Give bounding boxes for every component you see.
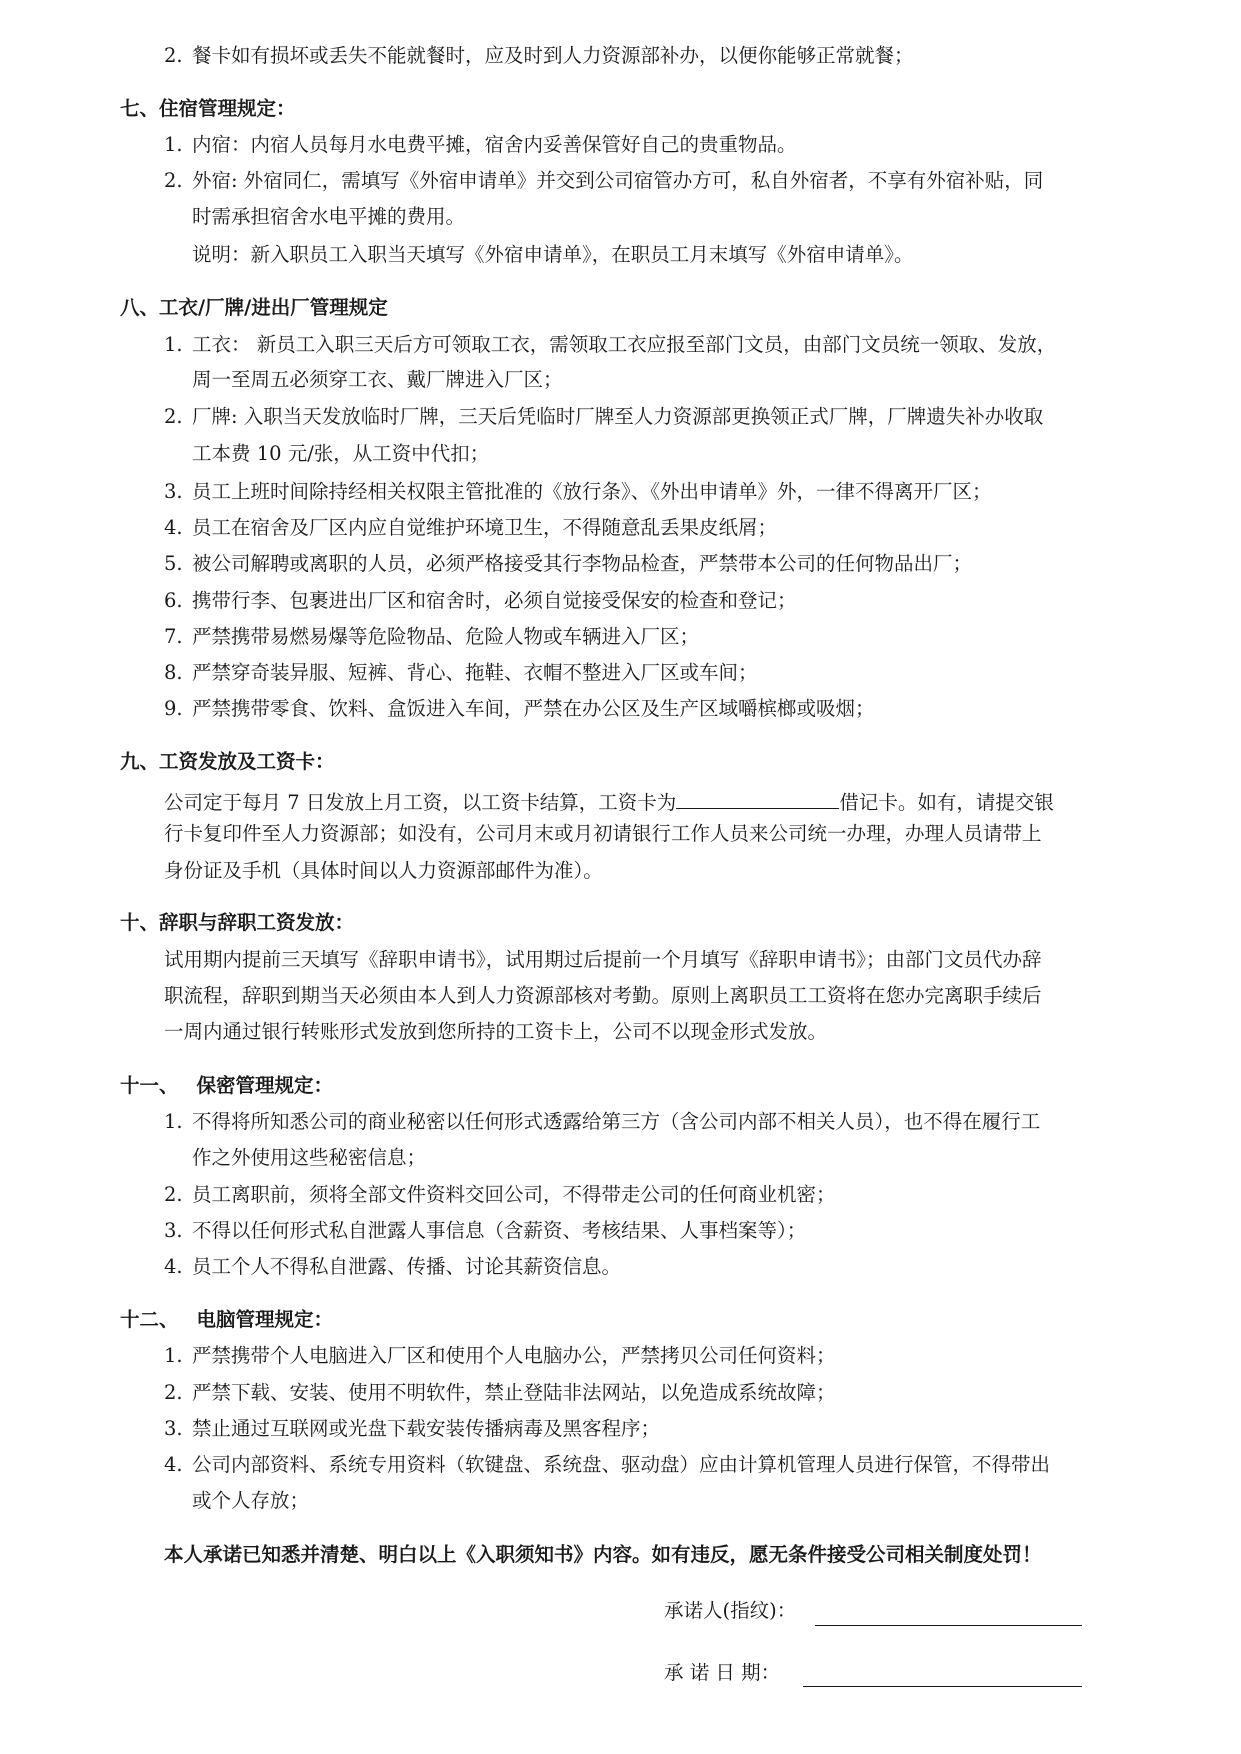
s7-item-2-cont: 时需承担宿舍水电平摊的费用。 — [192, 205, 466, 228]
s10-para-line-3: 一周内通过银行转账形式发放到您所持的工资卡上，公司不以现金形式发放。 — [164, 1020, 828, 1043]
item-text: 餐卡如有损坏或丢失不能就餐时，应及时到人力资源部补办，以便你能够正常就餐； — [192, 44, 914, 67]
section-10-heading: 十、辞职与辞职工资发放： — [120, 911, 355, 934]
item-number: 2. — [164, 1183, 183, 1206]
s8-item-8 — [164, 661, 758, 685]
item-text: 不得以任何形式私自泄露人事信息（含薪资、考核结果、人事档案等）； — [192, 1219, 807, 1242]
s7-item-1 — [164, 133, 797, 157]
item-number: 1. — [164, 133, 183, 156]
item-text: 厂牌: 入职当天发放临时厂牌，三天后凭临时厂牌至人力资源部更换领正式厂牌，厂牌遗失补办收取 — [192, 405, 1044, 428]
item-text: 公司内部资料、系统专用资料（软键盘、系统盘、驱动盘）应由计算机管理人员进行保管，不得带出 — [192, 1453, 1051, 1476]
promisor-signature-line[interactable] — [815, 1625, 1082, 1626]
s12-item-3 — [164, 1417, 660, 1441]
item-number: 6. — [164, 589, 183, 612]
section-11-heading — [120, 1074, 333, 1098]
item-number: 4. — [164, 516, 183, 539]
item-text: 员工离职前，须将全部文件资料交回公司，不得带走公司的任何商业机密； — [192, 1183, 836, 1206]
s12-item-4-cont: 或个人存放； — [192, 1489, 310, 1512]
section-8-heading: 八、工衣/厂牌/进出厂管理规定 — [120, 296, 388, 319]
s8-item-5 — [164, 552, 972, 576]
item-number: 3. — [164, 480, 183, 503]
pledge-statement: 本人承诺已知悉并清楚、明白以上《入职须知书》内容。如有违反，愿无条件接受公司相关制度处罚！ — [164, 1543, 1042, 1566]
item-text: 内宿：内宿人员每月水电费平摊，宿舍内妥善保管好自己的贵重物品。 — [192, 133, 797, 156]
s11-item-4 — [164, 1255, 621, 1279]
s9-para-line-3: 身份证及手机（具体时间以人力资源部邮件为准）。 — [164, 859, 603, 882]
s8-item-2 — [164, 405, 1043, 429]
item-text: 员工在宿舍及厂区内应自觉维护环境卫生，不得随意乱丢果皮纸屑； — [192, 516, 778, 539]
section-12-heading — [120, 1308, 333, 1332]
heading-text: 电脑管理规定： — [196, 1308, 334, 1331]
item-number: 2. — [164, 405, 183, 428]
section-7-heading: 七、住宿管理规定： — [120, 97, 296, 120]
item-number: 1. — [164, 1110, 183, 1133]
item-text: 严禁携带个人电脑进入厂区和使用个人电脑办公，严禁拷贝公司任何资料； — [192, 1344, 836, 1367]
s11-item-2 — [164, 1183, 836, 1207]
promisor-label: 承诺人(指纹)： — [664, 1599, 797, 1622]
heading-text: 保密管理规定： — [196, 1074, 334, 1097]
item-text: 携带行李、包裹进出厂区和宿舍时，必须自觉接受保安的检查和登记； — [192, 589, 797, 612]
item-number: 4. — [164, 1255, 183, 1278]
item-number: 2. — [164, 169, 183, 192]
item-text: 严禁穿奇装异服、短裤、背心、拖鞋、衣帽不整进入厂区或车间； — [192, 661, 758, 684]
s11-item-1 — [164, 1110, 1040, 1134]
item-text: 不得将所知悉公司的商业秘密以任何形式透露给第三方（含公司内部不相关人员），也不得在履行工 — [192, 1110, 1041, 1133]
section-9-heading: 九、工资发放及工资卡： — [120, 750, 335, 773]
s8-item-9 — [164, 697, 875, 721]
item-number: 4. — [164, 1453, 183, 1476]
heading-number: 十二、 — [120, 1308, 179, 1331]
s8-item-1-cont: 周一至周五必须穿工衣、戴厂牌进入厂区； — [192, 368, 563, 391]
item-text: 外宿: 外宿同仁，需填写《外宿申请单》并交到公司宿管办方可，私自外宿者，不享有外宿补贴，同 — [192, 169, 1044, 192]
item-text: 被公司解聘或离职的人员，必须严格接受其行李物品检查，严禁带本公司的任何物品出厂； — [192, 552, 973, 575]
item-text: 严禁携带零食、饮料、盒饭进入车间，严禁在办公区及生产区域嚼槟榔或吸烟； — [192, 697, 875, 720]
s8-item-6 — [164, 589, 797, 613]
s9-para-line-2: 行卡复印件至人力资源部；如没有，公司月末或月初请银行工作人员来公司统一办理，办理人员请带上 — [164, 822, 1042, 845]
item-number: 7. — [164, 625, 183, 648]
s11-item-1-cont: 作之外使用这些秘密信息； — [192, 1146, 427, 1169]
item-text: 禁止通过互联网或光盘下载安装传播病毒及黑客程序； — [192, 1417, 661, 1440]
s10-para-line-1: 试用期内提前三天填写《辞职申请书》，试用期过后提前一个月填写《辞职申请书》；由部门文员代办辞 — [164, 948, 1042, 971]
s9-text-after-blank: 借记卡。如有，请提交银 — [839, 791, 1054, 814]
s8-item-2-cont: 工本费 10 元/张，从工资中代扣； — [192, 442, 490, 465]
pledge-date-line[interactable] — [803, 1686, 1082, 1687]
item-number: 3. — [164, 1417, 183, 1440]
s12-item-2 — [164, 1381, 836, 1405]
date-label: 承 诺 日 期： — [664, 1661, 781, 1684]
s8-item-3 — [164, 480, 992, 504]
item-number: 2. — [164, 1381, 183, 1404]
item-text: 严禁下载、安装、使用不明软件，禁止登陆非法网站，以免造成系统故障； — [192, 1381, 836, 1404]
heading-number: 十一、 — [120, 1074, 179, 1097]
item-text: 员工上班时间除持经相关权限主管批准的《放行条》、《外出申请单》外，一律不得离开厂区； — [192, 480, 992, 503]
bank-card-type-blank[interactable] — [676, 786, 839, 809]
s6-item-2 — [164, 44, 914, 68]
s12-item-1 — [164, 1344, 836, 1368]
item-number: 1. — [164, 1344, 183, 1367]
item-text: 工衣： 新员工入职三天后方可领取工衣，需领取工衣应报至部门文员，由部门文员统一领取、发放， — [192, 333, 1057, 356]
s12-item-4 — [164, 1453, 1050, 1477]
s8-item-7 — [164, 625, 699, 649]
s7-note: 说明：新入职员工入职当天填写《外宿申请单》，在职员工月末填写《外宿申请单》。 — [192, 243, 914, 266]
item-text: 员工个人不得私自泄露、传播、讨论其薪资信息。 — [192, 1255, 622, 1278]
item-number: 1. — [164, 333, 183, 356]
s10-para-line-2: 职流程，辞职到期当天必须由本人到人力资源部核对考勤。原则上离职员工工资将在您办完离职手续后 — [164, 984, 1042, 1007]
s9-para-line-1 — [164, 786, 1054, 815]
s11-item-3 — [164, 1219, 806, 1243]
s8-item-4 — [164, 516, 777, 540]
s8-item-1 — [164, 333, 1056, 357]
s9-text-before-blank: 公司定于每月 7 日发放上月工资，以工资卡结算，工资卡为 — [164, 791, 677, 814]
item-number: 2. — [164, 44, 183, 67]
item-number: 5. — [164, 552, 183, 575]
item-number: 8. — [164, 661, 183, 684]
s7-item-2 — [164, 169, 1043, 193]
item-number: 9. — [164, 697, 183, 720]
item-text: 严禁携带易燃易爆等危险物品、危险人物或车辆进入厂区； — [192, 625, 700, 648]
item-number: 3. — [164, 1219, 183, 1242]
